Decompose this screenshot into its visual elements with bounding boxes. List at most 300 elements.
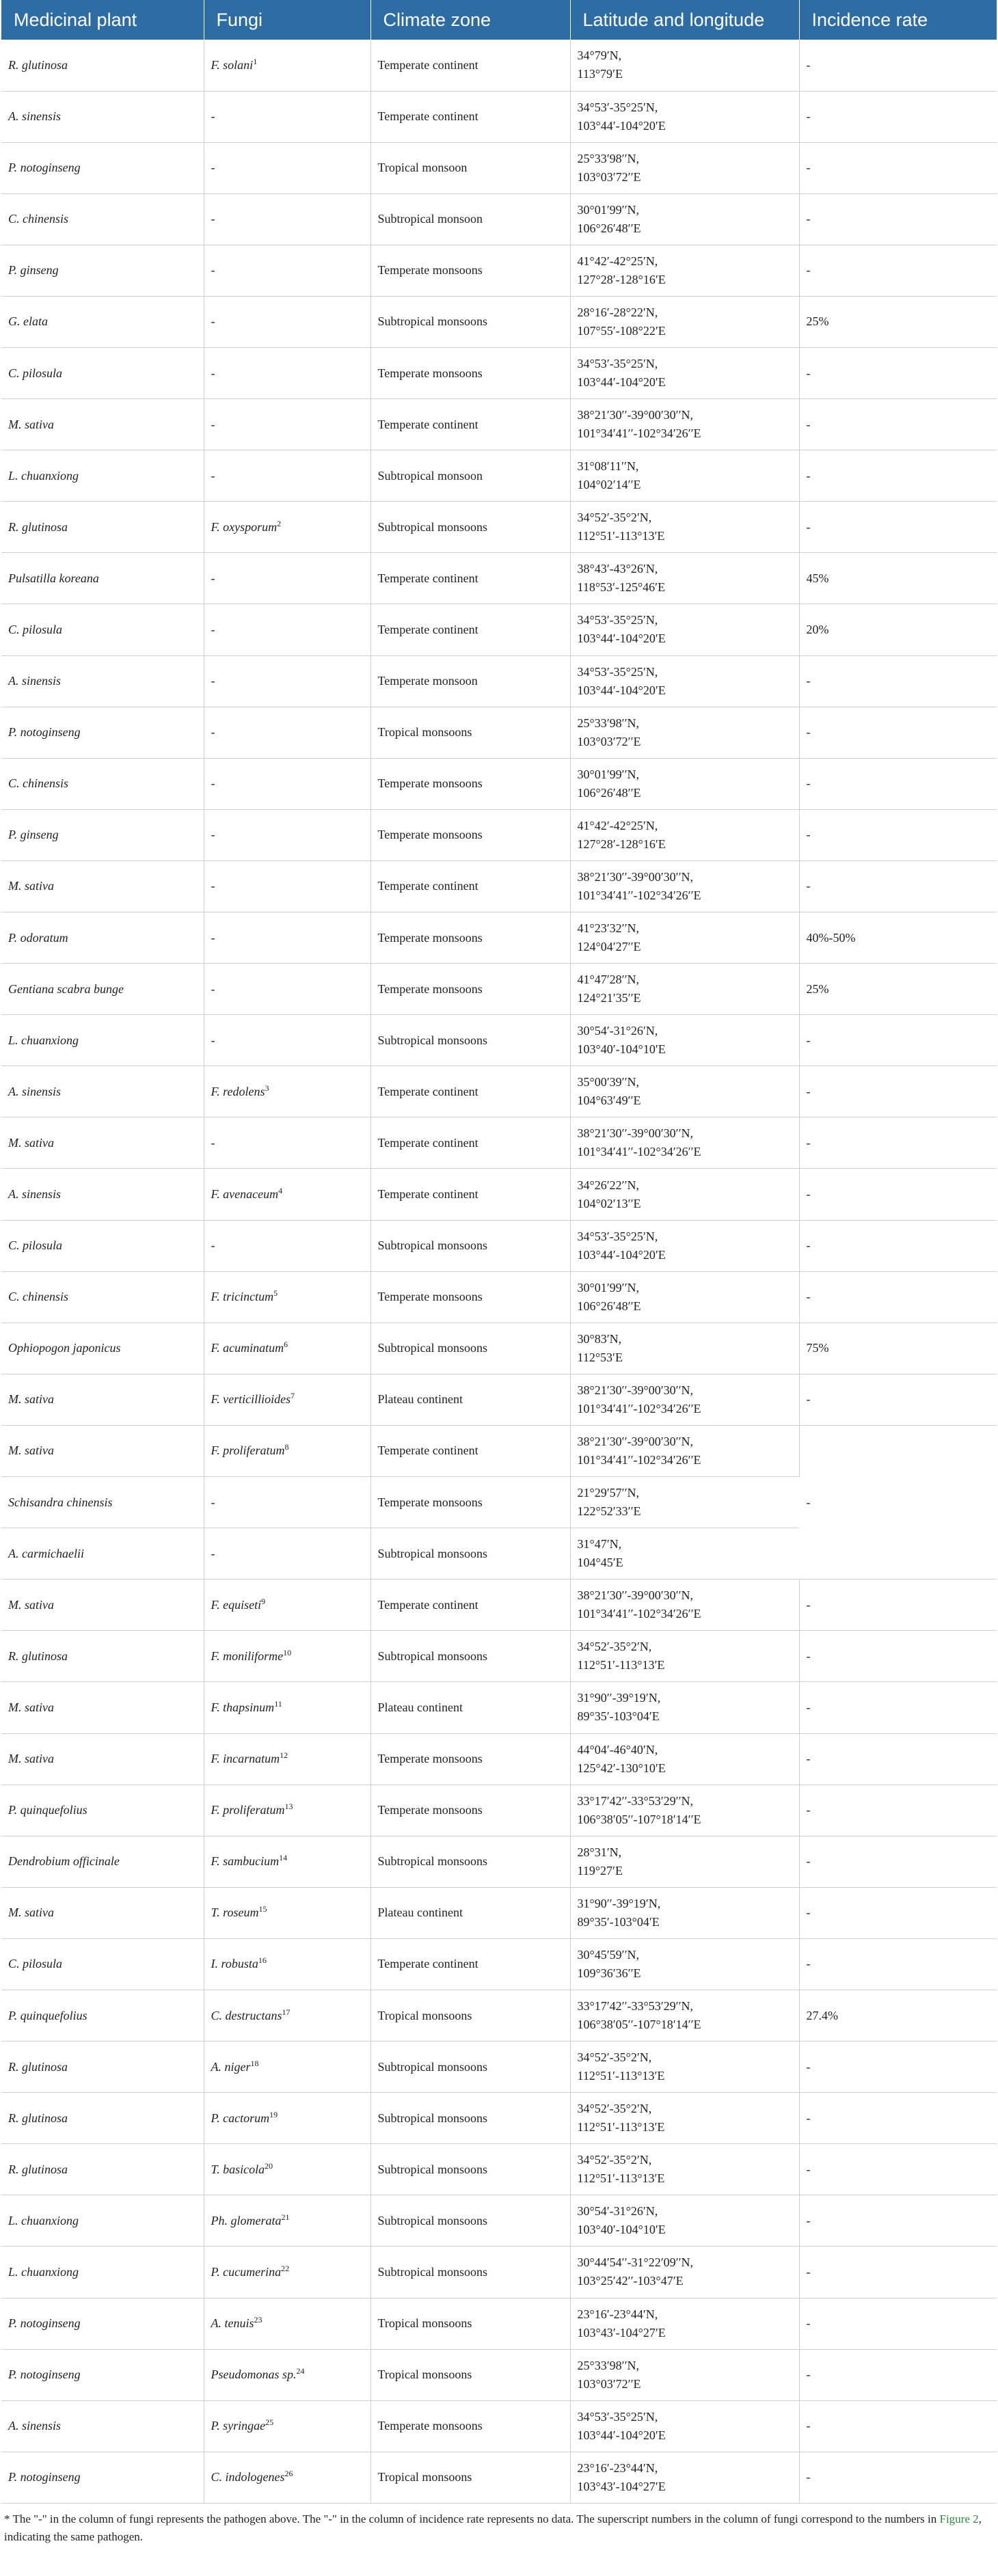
longitude: 112°51′-113°13′E xyxy=(577,2069,665,2083)
cell-fungi xyxy=(204,1580,370,1631)
header-medicinal-plant: Medicinal plant xyxy=(1,0,204,40)
cell-climate-zone: Subtropical monsoons xyxy=(370,1836,570,1887)
cell-medicinal-plant: C. pilosula xyxy=(1,347,204,398)
cell-climate-zone: Temperate continent xyxy=(370,553,570,604)
cell-incidence-rate: - xyxy=(799,91,997,142)
cell-lat-long xyxy=(570,809,799,860)
latitude: 41°23′32′′N, xyxy=(577,921,640,936)
cell-fungi xyxy=(204,1477,370,1528)
cell-lat-long xyxy=(570,1117,799,1169)
longitude: 109°36′36′′E xyxy=(577,1966,641,1980)
cell-incidence-rate: - xyxy=(799,2247,997,2298)
cell-incidence-rate: - xyxy=(799,1682,997,1733)
cell-climate-zone: Temperate monsoons xyxy=(370,347,570,398)
fungi-ref-number: 11 xyxy=(274,1698,282,1709)
table-row xyxy=(1,347,997,398)
cell-fungi xyxy=(204,1169,370,1220)
cell-fungi xyxy=(204,1785,370,1836)
longitude: 124°21′35′′E xyxy=(577,991,641,1005)
fungi-name: - xyxy=(211,1238,215,1253)
cell-climate-zone: Plateau continent xyxy=(370,1887,570,1938)
cell-climate-zone: Temperate monsoons xyxy=(370,2400,570,2452)
cell-fungi xyxy=(204,1271,370,1323)
cell-fungi xyxy=(204,1425,370,1476)
cell-fungi xyxy=(204,655,370,707)
cell-lat-long xyxy=(570,1682,799,1733)
cell-climate-zone: Temperate monsoons xyxy=(370,809,570,860)
cell-lat-long xyxy=(570,399,799,450)
cell-incidence-rate: - xyxy=(799,809,997,860)
table-row xyxy=(1,1425,997,1476)
cell-incidence-rate: - xyxy=(799,1117,997,1169)
table-row xyxy=(1,1374,997,1425)
cell-lat-long xyxy=(570,912,799,964)
cell-climate-zone: Temperate continent xyxy=(370,40,570,91)
longitude: 103°40′-104°10′E xyxy=(577,1042,666,1057)
fungi-name: - xyxy=(211,314,215,329)
cell-incidence-rate: - xyxy=(799,2349,997,2400)
table-row xyxy=(1,142,997,193)
cell-lat-long xyxy=(570,2452,799,2503)
fungi-ref-number: 20 xyxy=(265,2160,273,2171)
table-row xyxy=(1,296,997,347)
cell-lat-long xyxy=(570,1887,799,1938)
table-row xyxy=(1,1220,997,1271)
latitude: 31°90′′-39°19′N, xyxy=(577,1691,661,1705)
cell-fungi xyxy=(204,1887,370,1938)
cell-fungi xyxy=(204,2400,370,2452)
cell-incidence-rate: - xyxy=(799,2042,997,2093)
fungi-ref-number: 8 xyxy=(284,1442,289,1452)
longitude: 103°43′-104°27′E xyxy=(577,2479,666,2493)
cell-lat-long xyxy=(570,604,799,655)
cell-medicinal-plant: P. notoginseng xyxy=(1,2298,204,2349)
cell-climate-zone: Temperate continent xyxy=(370,1117,570,1169)
latitude: 34°53′-35°25′N, xyxy=(577,664,658,679)
cell-climate-zone: Temperate monsoons xyxy=(370,1733,570,1785)
cell-fungi xyxy=(204,912,370,964)
table-row xyxy=(1,2195,997,2247)
table-row xyxy=(1,1785,997,1836)
fungi-name: F. avenaceum xyxy=(211,1187,279,1202)
table-row xyxy=(1,1015,997,1066)
cell-fungi xyxy=(204,91,370,142)
table-row xyxy=(1,860,997,912)
fungi-name: - xyxy=(211,622,215,636)
cell-lat-long xyxy=(570,245,799,296)
cell-incidence-rate: - xyxy=(799,655,997,707)
cell-medicinal-plant: Ophiopogon japonicus xyxy=(1,1323,204,1374)
fungi-name: F. tricinctum xyxy=(211,1290,274,1304)
cell-incidence-rate: 25% xyxy=(799,296,997,347)
cell-lat-long xyxy=(570,40,799,91)
longitude: 106°26′48′′E xyxy=(577,1299,641,1313)
cell-climate-zone: Tropical monsoons xyxy=(370,707,570,758)
fungi-ref-number: 7 xyxy=(291,1391,295,1401)
longitude: 89°35′-103°04′E xyxy=(577,1914,660,1929)
cell-climate-zone: Temperate continent xyxy=(370,1580,570,1631)
fungi-name: F. acuminatum xyxy=(211,1341,284,1355)
longitude: 104°02′13′′E xyxy=(577,1196,641,1210)
cell-climate-zone: Tropical monsoons xyxy=(370,1990,570,2041)
cell-climate-zone: Temperate continent xyxy=(370,604,570,655)
latitude: 34°53′-35°25′N, xyxy=(577,357,658,371)
cell-lat-long xyxy=(570,296,799,347)
cell-lat-long xyxy=(570,707,799,758)
fungi-ref-number: 4 xyxy=(278,1186,283,1196)
table-header xyxy=(1,0,997,40)
fungi-ref-number: 18 xyxy=(250,2058,259,2068)
cell-lat-long xyxy=(570,1323,799,1374)
fungi-name: P. cactorum xyxy=(211,2111,270,2125)
table-row xyxy=(1,1323,997,1374)
cell-medicinal-plant: R. glutinosa xyxy=(1,2093,204,2144)
fungi-name: - xyxy=(211,212,215,226)
longitude: 101°34′41′′-102°34′26′′E xyxy=(577,888,701,902)
table-body xyxy=(1,40,997,2503)
latitude: 34°52′-35°2′N, xyxy=(577,1640,652,1654)
cell-climate-zone: Plateau continent xyxy=(370,1374,570,1425)
cell-medicinal-plant: M. sativa xyxy=(1,1733,204,1785)
fungi-ref-number: 5 xyxy=(273,1288,278,1299)
cell-incidence-rate: - xyxy=(799,399,997,450)
cell-lat-long xyxy=(570,2042,799,2093)
cell-medicinal-plant: P. notoginseng xyxy=(1,707,204,758)
fungi-ref-number: 6 xyxy=(284,1340,288,1350)
cell-medicinal-plant: R. glutinosa xyxy=(1,2042,204,2093)
fungi-name: F. oxysporum xyxy=(211,519,278,534)
cell-fungi xyxy=(204,450,370,502)
longitude: 113°79′E xyxy=(577,67,623,81)
cell-medicinal-plant: M. sativa xyxy=(1,1425,204,1476)
cell-incidence-rate: - xyxy=(799,347,997,398)
cell-climate-zone: Subtropical monsoons xyxy=(370,1323,570,1374)
cell-medicinal-plant: P. quinquefolius xyxy=(1,1990,204,2041)
cell-medicinal-plant: C. chinensis xyxy=(1,1271,204,1323)
cell-fungi xyxy=(204,604,370,655)
latitude: 34°52′-35°2′N, xyxy=(577,2102,652,2116)
longitude: 103°03′72′′E xyxy=(577,2376,641,2391)
table-row xyxy=(1,809,997,860)
cell-fungi xyxy=(204,142,370,193)
cell-lat-long xyxy=(570,964,799,1015)
fungi-name: - xyxy=(211,109,215,124)
latitude: 38°21′30′′-39°00′30′′N, xyxy=(577,1383,694,1397)
fungi-ref-number: 9 xyxy=(261,1596,266,1606)
latitude: 38°21′30′′-39°00′30′′N, xyxy=(577,1126,694,1141)
cell-climate-zone: Temperate monsoons xyxy=(370,964,570,1015)
fungi-ref-number: 12 xyxy=(280,1750,288,1761)
cell-medicinal-plant: M. sativa xyxy=(1,1374,204,1425)
cell-incidence-rate: - xyxy=(799,2144,997,2195)
cell-climate-zone: Subtropical monsoon xyxy=(370,450,570,502)
longitude: 107°55′-108°22′E xyxy=(577,323,666,338)
cell-medicinal-plant: L. chuanxiong xyxy=(1,2195,204,2247)
cell-medicinal-plant: M. sativa xyxy=(1,1682,204,1733)
latitude: 41°42′-42°25′N, xyxy=(577,818,658,832)
cell-incidence-rate: - xyxy=(799,502,997,553)
longitude: 103°03′72′′E xyxy=(577,734,641,748)
table-row xyxy=(1,1938,997,1990)
footnote-prefix: * The "-" in the column of fungi represents the pathogen above. The "-" in the column of incidence rate represents no data. The superscript numbers in the column of fungi correspond to the numbers in xyxy=(4,2512,940,2525)
longitude: 118°53′-125°46′E xyxy=(577,580,666,595)
fungi-name: T. basicola xyxy=(211,2162,265,2176)
cell-lat-long xyxy=(570,1938,799,1990)
cell-incidence-rate: 27.4% xyxy=(799,1990,997,2041)
fungi-name: - xyxy=(211,776,215,791)
cell-lat-long xyxy=(570,1425,799,1476)
cell-medicinal-plant: L. chuanxiong xyxy=(1,2247,204,2298)
cell-fungi xyxy=(204,2298,370,2349)
cell-medicinal-plant: M. sativa xyxy=(1,860,204,912)
cell-fungi xyxy=(204,193,370,245)
longitude: 103°40′-104°10′E xyxy=(577,2223,666,2237)
latitude: 38°21′30′′-39°00′30′′N, xyxy=(577,1434,694,1448)
cell-lat-long xyxy=(570,2195,799,2247)
fungi-ref-number: 16 xyxy=(258,1955,267,1966)
cell-lat-long xyxy=(570,502,799,553)
latitude: 31°90′′-39°19′N, xyxy=(577,1896,661,1910)
table-row xyxy=(1,2349,997,2400)
fungi-ref-number: 17 xyxy=(282,2007,291,2017)
cell-fungi xyxy=(204,1733,370,1785)
cell-medicinal-plant: C. pilosula xyxy=(1,604,204,655)
cell-incidence-rate: - xyxy=(799,2452,997,2503)
latitude: 30°01′99′′N, xyxy=(577,202,640,217)
cell-medicinal-plant: Schisandra chinensis xyxy=(1,1477,204,1528)
cell-incidence-rate: - xyxy=(799,1580,997,1631)
cell-fungi xyxy=(204,399,370,450)
fungi-name: C. destructans xyxy=(211,2008,282,2022)
cell-fungi xyxy=(204,1938,370,1990)
latitude: 30°45′59′′N, xyxy=(577,1947,640,1962)
longitude: 112°51′-113°13′E xyxy=(577,2171,665,2186)
cell-incidence-rate: - xyxy=(799,2400,997,2452)
fungi-name: - xyxy=(211,417,215,431)
longitude: 122°52′33′′E xyxy=(577,1504,641,1519)
cell-medicinal-plant: A. sinensis xyxy=(1,2400,204,2452)
table-row xyxy=(1,450,997,502)
cell-lat-long xyxy=(570,1785,799,1836)
longitude: 106°26′48′′E xyxy=(577,785,641,800)
cell-incidence-rate: 45% xyxy=(799,553,997,604)
cell-lat-long xyxy=(570,2144,799,2195)
cell-incidence-rate: 25% xyxy=(799,964,997,1015)
figure-link[interactable]: Figure 2 xyxy=(939,2512,979,2525)
cell-incidence-rate: 40%-50% xyxy=(799,912,997,964)
cell-medicinal-plant: G. elata xyxy=(1,296,204,347)
cell-medicinal-plant: R. glutinosa xyxy=(1,40,204,91)
cell-climate-zone: Tropical monsoon xyxy=(370,142,570,193)
longitude: 127°28′-128°16′E xyxy=(577,837,666,851)
fungi-name: - xyxy=(211,981,215,996)
table-row xyxy=(1,1169,997,1220)
fungi-ref-number: 14 xyxy=(279,1853,288,1863)
fungi-name: - xyxy=(211,828,215,842)
cell-fungi xyxy=(204,1990,370,2041)
fungi-name: I. robusta xyxy=(211,1957,258,1971)
cell-incidence-rate: - xyxy=(799,1938,997,1990)
cell-climate-zone: Temperate continent xyxy=(370,1169,570,1220)
fungi-name: - xyxy=(211,263,215,277)
cell-incidence-rate: - xyxy=(799,2093,997,2144)
cell-climate-zone: Subtropical monsoons xyxy=(370,2195,570,2247)
table-row xyxy=(1,2452,997,2503)
latitude: 25°33′98′′N, xyxy=(577,716,640,730)
cell-climate-zone: Temperate monsoons xyxy=(370,1271,570,1323)
header-climate-zone: Climate zone xyxy=(370,0,570,40)
cell-climate-zone: Temperate continent xyxy=(370,1066,570,1117)
longitude: 89°35′-103°04′E xyxy=(577,1709,660,1724)
cell-fungi xyxy=(204,2349,370,2400)
cell-medicinal-plant: Dendrobium officinale xyxy=(1,1836,204,1887)
latitude: 30°01′99′′N, xyxy=(577,1280,640,1294)
latitude: 33°17′42′′-33°53′29′′N, xyxy=(577,1793,694,1808)
cell-climate-zone: Subtropical monsoons xyxy=(370,296,570,347)
cell-lat-long xyxy=(570,1580,799,1631)
table-row xyxy=(1,1580,997,1631)
cell-fungi xyxy=(204,1015,370,1066)
longitude: 103°43′-104°27′E xyxy=(577,2325,666,2340)
fungi-name: F. equiseti xyxy=(211,1597,262,1612)
fungi-ref-number: 25 xyxy=(265,2417,274,2428)
header-latitude-longitude: Latitude and longitude xyxy=(570,0,799,40)
cell-lat-long xyxy=(570,553,799,604)
cell-fungi xyxy=(204,1682,370,1733)
cell-lat-long xyxy=(570,1374,799,1425)
longitude: 103°44′-104°20′E xyxy=(577,118,666,133)
table-row xyxy=(1,245,997,296)
table-row xyxy=(1,399,997,450)
fungi-name: - xyxy=(211,1033,215,1047)
footnote-suffix: , indicating the same pathogen. xyxy=(4,2512,982,2543)
latitude: 31°47′N, xyxy=(577,1537,622,1551)
cell-climate-zone: Subtropical monsoons xyxy=(370,2042,570,2093)
table-row xyxy=(1,758,997,809)
cell-lat-long xyxy=(570,860,799,912)
cell-climate-zone: Temperate continent xyxy=(370,1938,570,1990)
cell-fungi xyxy=(204,2144,370,2195)
cell-incidence-rate: - xyxy=(799,1887,997,1938)
fungi-name: Pseudomonas sp. xyxy=(211,2368,297,2382)
cell-fungi xyxy=(204,1836,370,1887)
cell-fungi xyxy=(204,1528,370,1580)
cell-lat-long xyxy=(570,91,799,142)
cell-medicinal-plant: A. sinensis xyxy=(1,1066,204,1117)
cell-climate-zone: Subtropical monsoons xyxy=(370,1015,570,1066)
latitude: 34°79′N, xyxy=(577,49,622,63)
longitude: 112°51′-113°13′E xyxy=(577,1658,665,1672)
cell-climate-zone: Tropical monsoons xyxy=(370,2298,570,2349)
cell-lat-long xyxy=(570,1836,799,1887)
longitude: 103°44′-104°20′E xyxy=(577,683,666,697)
cell-incidence-rate: - xyxy=(799,1271,997,1323)
longitude: 103°25′42′′-103°47′E xyxy=(577,2274,684,2288)
cell-climate-zone: Plateau continent xyxy=(370,1682,570,1733)
fungi-ref-number: 1 xyxy=(253,56,258,66)
cell-fungi xyxy=(204,2093,370,2144)
fungi-name: - xyxy=(211,1546,215,1560)
fungi-name: - xyxy=(211,571,215,585)
fungi-name: A. tenuis xyxy=(211,2316,254,2331)
latitude: 33°17′42′′-33°53′29′′N, xyxy=(577,1999,694,2014)
table-row xyxy=(1,553,997,604)
table-row xyxy=(1,2247,997,2298)
fungi-name: - xyxy=(211,674,215,688)
cell-fungi xyxy=(204,40,370,91)
cell-fungi xyxy=(204,1066,370,1117)
fungi-name: F. solani xyxy=(211,57,254,72)
cell-lat-long xyxy=(570,142,799,193)
cell-incidence-rate: - xyxy=(799,1066,997,1117)
latitude: 25°33′98′′N, xyxy=(577,151,640,165)
cell-climate-zone: Subtropical monsoons xyxy=(370,2093,570,2144)
fungi-ref-number: 22 xyxy=(281,2263,290,2273)
cell-lat-long xyxy=(570,193,799,245)
cell-climate-zone: Subtropical monsoons xyxy=(370,502,570,553)
cell-incidence-rate: - xyxy=(799,1631,997,1682)
latitude: 28°31′N, xyxy=(577,1845,622,1859)
latitude: 41°42′-42°25′N, xyxy=(577,254,658,268)
cell-lat-long xyxy=(570,1733,799,1785)
table-row xyxy=(1,1887,997,1938)
cell-lat-long xyxy=(570,1528,799,1580)
cell-fungi xyxy=(204,707,370,758)
cell-incidence-rate: - xyxy=(799,1374,997,1425)
cell-incidence-rate: 20% xyxy=(799,604,997,655)
fungi-name: - xyxy=(211,366,215,380)
cell-incidence-rate: - xyxy=(799,142,997,193)
longitude: 104°45′E xyxy=(577,1556,623,1570)
latitude: 38°21′30′′-39°00′30′′N, xyxy=(577,408,694,422)
cell-incidence-rate: - xyxy=(799,1220,997,1271)
longitude: 104°63′49′′E xyxy=(577,1094,641,1108)
cell-climate-zone: Subtropical monsoon xyxy=(370,193,570,245)
latitude: 23°16′-23°44′N, xyxy=(577,2460,658,2475)
latitude: 30°44′54′′-31°22′09′′N, xyxy=(577,2255,694,2270)
fungi-ref-number: 24 xyxy=(296,2366,305,2376)
cell-incidence-rate: - xyxy=(799,1836,997,1887)
table-row xyxy=(1,2093,997,2144)
table-row xyxy=(1,502,997,553)
cell-fungi xyxy=(204,1117,370,1169)
cell-fungi xyxy=(204,2195,370,2247)
cell-incidence-rate: 75% xyxy=(799,1323,997,1374)
cell-medicinal-plant: P. notoginseng xyxy=(1,142,204,193)
cell-medicinal-plant: C. pilosula xyxy=(1,1938,204,1990)
fungi-ref-number: 15 xyxy=(258,1904,267,1914)
latitude: 30°54′-31°26′N, xyxy=(577,1024,658,1038)
cell-medicinal-plant: C. pilosula xyxy=(1,1220,204,1271)
cell-climate-zone: Temperate monsoon xyxy=(370,655,570,707)
table-row xyxy=(1,655,997,707)
header-fungi: Fungi xyxy=(204,0,370,40)
cell-climate-zone: Temperate monsoons xyxy=(370,1785,570,1836)
latitude: 34°53′-35°25′N, xyxy=(577,100,658,114)
longitude: 101°34′41′′-102°34′26′′E xyxy=(577,1145,701,1159)
cell-climate-zone: Subtropical monsoons xyxy=(370,1528,570,1580)
cell-climate-zone: Temperate continent xyxy=(370,860,570,912)
latitude: 34°52′-35°2′N, xyxy=(577,2050,652,2065)
latitude: 34°53′-35°25′N, xyxy=(577,2409,658,2424)
table-row xyxy=(1,912,997,964)
cell-incidence-rate: - xyxy=(799,2298,997,2349)
fungi-name: Ph. glomerata xyxy=(211,2213,282,2227)
cell-lat-long xyxy=(570,1990,799,2041)
cell-medicinal-plant: L. chuanxiong xyxy=(1,1015,204,1066)
cell-incidence-rate: - xyxy=(799,1733,997,1785)
latitude: 34°52′-35°2′N, xyxy=(577,511,652,525)
